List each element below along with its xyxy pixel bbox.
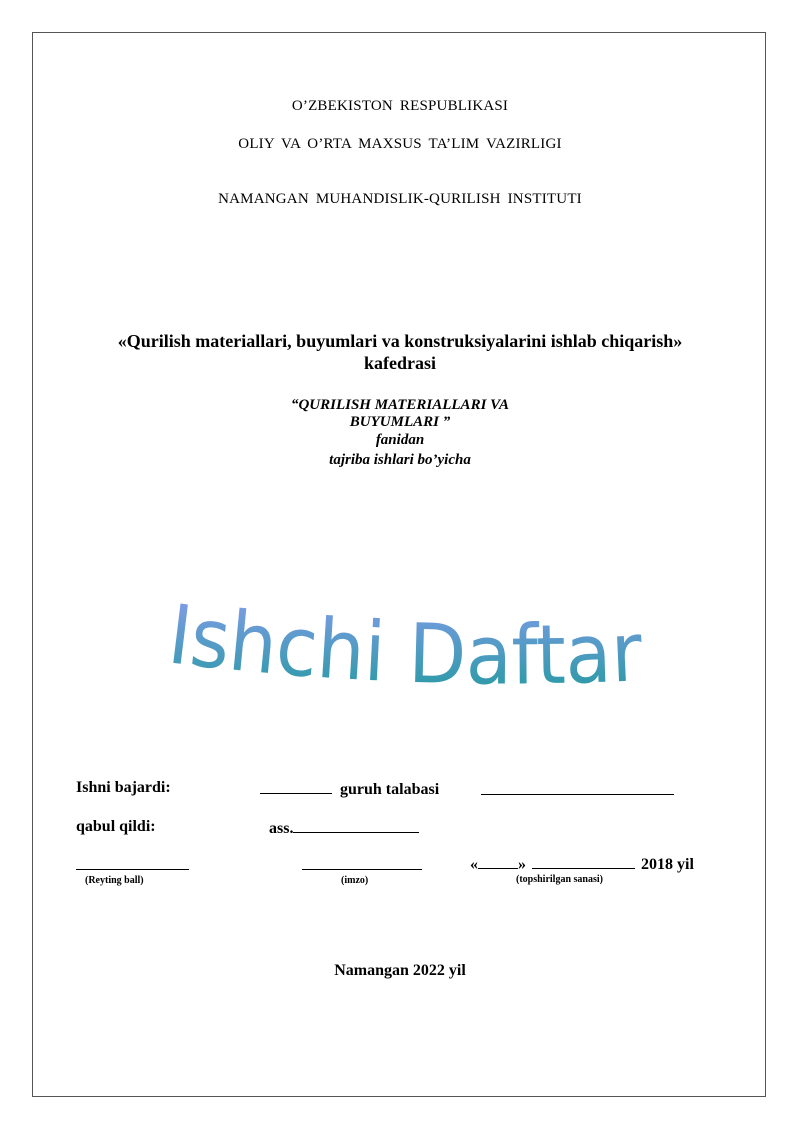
date-caption: (topshirilgan sanasi) — [516, 874, 603, 885]
year-text: 2018 yil — [641, 856, 694, 873]
group-blank[interactable] — [260, 779, 332, 794]
subject-title-line1: “QURILISH MATERIALLARI VA — [290, 397, 510, 413]
department-name: «Qurilish materiallari, buyumlari va konstruksiyalarini ishlab chiqarish» — [117, 331, 683, 351]
subject-title-line2: BUYUMLARI ” — [349, 414, 451, 430]
subject-purpose: tajriba ishlari bo’yicha — [329, 452, 471, 468]
month-blank[interactable] — [532, 854, 635, 869]
wordart-title — [150, 560, 660, 710]
republic-heading: O’ZBEKISTON RESPUBLIKASI — [291, 98, 509, 114]
department-suffix: kafedrasi — [364, 353, 436, 373]
svg-text:Ishchi Daftar — [164, 588, 645, 704]
date-close-quote: » — [518, 856, 526, 873]
signature-blank[interactable] — [302, 869, 422, 870]
assistant-prefix: ass. — [269, 820, 294, 837]
subject-fanidan: fanidan — [375, 432, 425, 448]
accepted-by-label: qabul qildi: — [76, 818, 156, 835]
performed-by-label: Ishni bajardi: — [76, 779, 171, 796]
rating-caption: (Reyting ball) — [85, 875, 144, 886]
date-field — [470, 854, 694, 874]
assistant-field — [269, 818, 419, 838]
assistant-blank[interactable] — [293, 818, 419, 833]
rating-blank[interactable] — [76, 869, 189, 870]
ministry-heading: OLIY VA O’RTA MAXSUS TA’LIM VAZIRLIGI — [238, 136, 562, 152]
student-name-blank[interactable] — [481, 794, 674, 795]
signature-caption: (imzo) — [341, 875, 369, 886]
city-year: Namangan 2022 yil — [334, 962, 466, 979]
date-open-quote: « — [470, 856, 478, 873]
group-field — [260, 779, 439, 799]
institute-heading: NAMANGAN MUHANDISLIK-QURILISH INSTITUTI — [218, 191, 582, 207]
wordart-text: Ishchi Daftar — [163, 587, 647, 704]
day-blank[interactable] — [478, 854, 518, 869]
group-suffix: guruh talabasi — [340, 781, 440, 798]
